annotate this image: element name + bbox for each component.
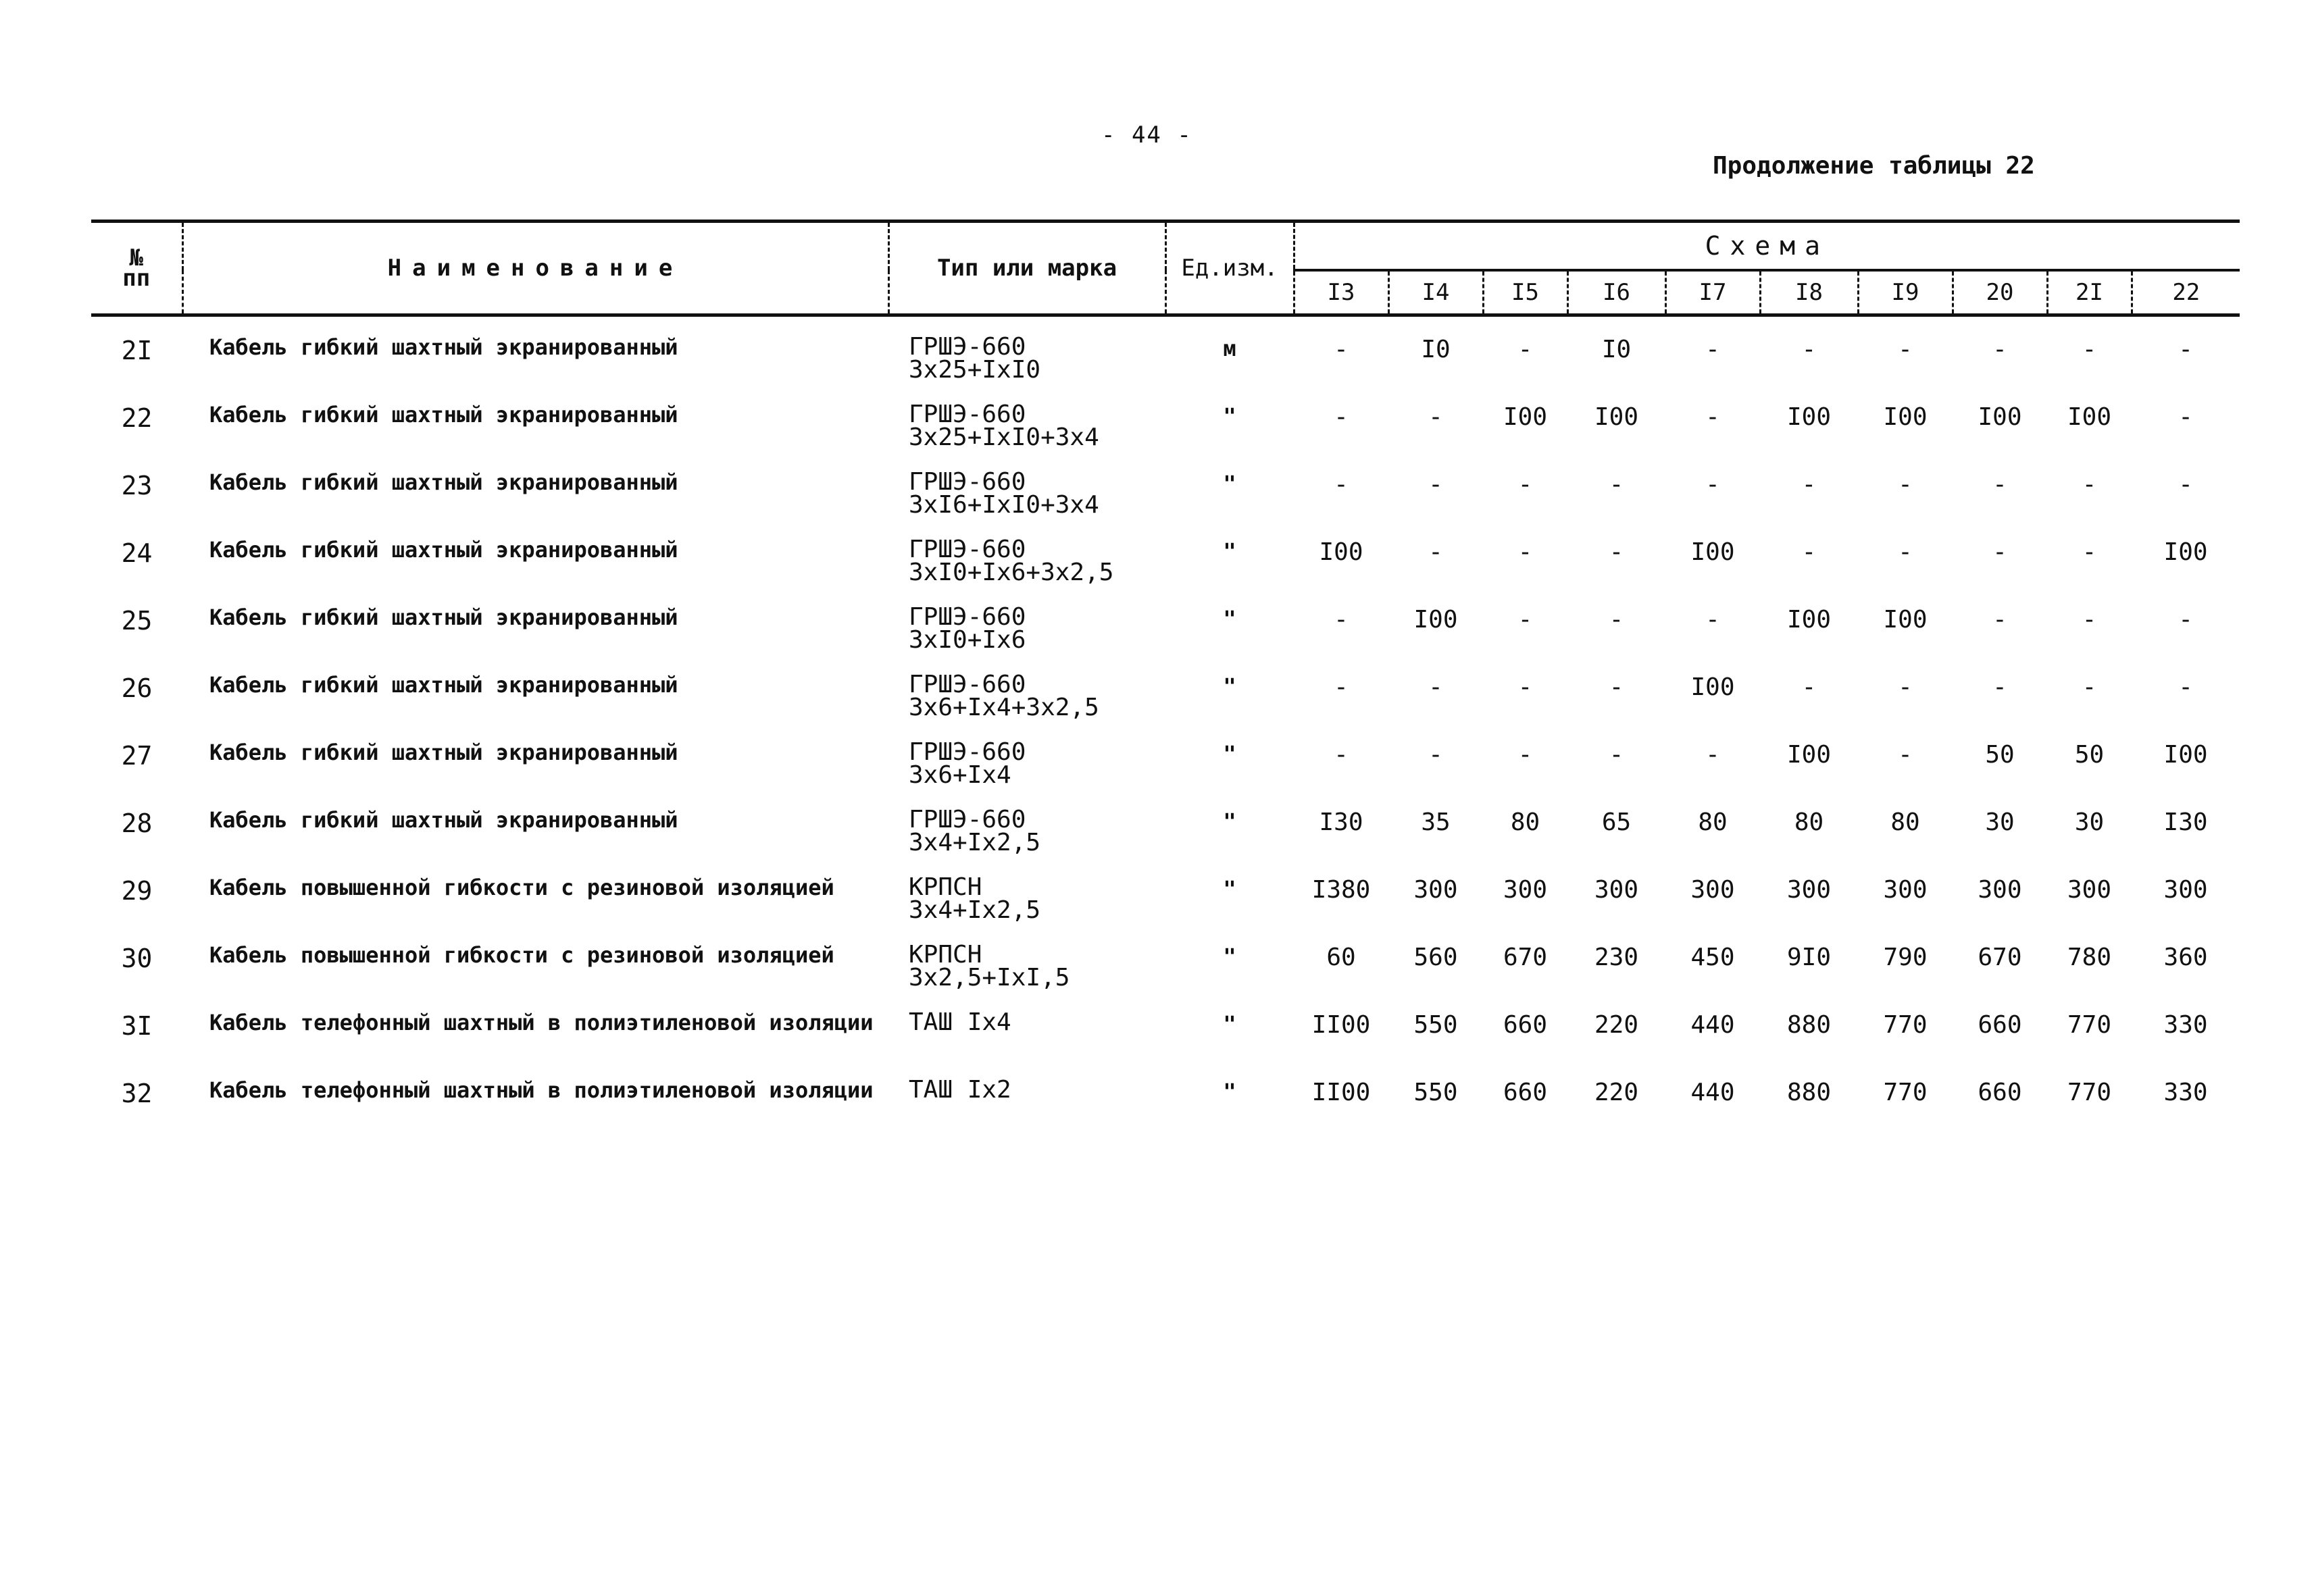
- table-row: [91, 925, 2240, 992]
- row-value: -: [1517, 606, 1533, 634]
- row-value: -: [2178, 606, 2193, 634]
- row-number: 29: [121, 876, 153, 906]
- row-value: -: [1992, 538, 2007, 566]
- row-value: 450: [1690, 944, 1735, 971]
- row-unit: ": [1223, 403, 1236, 429]
- row-number: 22: [121, 403, 153, 433]
- row-value: I0: [1601, 336, 1632, 363]
- row-value: 300: [2067, 876, 2112, 904]
- row-value: -: [1428, 673, 1443, 701]
- row-value: 35: [1421, 808, 1451, 836]
- row-value: -: [1992, 336, 2007, 363]
- row-value: I00: [2067, 403, 2112, 431]
- row-value: 770: [2067, 1079, 2112, 1106]
- row-type: ГРШЭ-660 3x6+Ix4+3x2,5: [909, 671, 1099, 721]
- table-continuation-label: Продолжение таблицы 22: [1713, 152, 2035, 180]
- row-value: 65: [1601, 808, 1632, 836]
- row-value: -: [2178, 673, 2193, 701]
- row-value: -: [1898, 471, 1913, 498]
- row-unit: м: [1223, 336, 1236, 361]
- table-row: [91, 992, 2240, 1060]
- row-value: II00: [1311, 1011, 1371, 1039]
- row-value: I00: [1319, 538, 1363, 566]
- row-value: I00: [1883, 403, 1928, 431]
- row-type: ТАШ Ix4: [909, 1008, 1011, 1036]
- row-number: 25: [121, 606, 153, 636]
- row-value: I00: [1413, 606, 1458, 634]
- header-schema-col: I8: [1760, 270, 1858, 315]
- row-value: I00: [1690, 538, 1735, 566]
- row-number: 24: [121, 538, 153, 568]
- row-name: Кабель телефонный шахтный в полиэтиленовой изоляции: [209, 1010, 874, 1035]
- row-name: Кабель гибкий шахтный экранированный: [209, 402, 678, 428]
- row-number: 23: [121, 471, 153, 500]
- row-value: 440: [1690, 1079, 1735, 1106]
- row-value: 80: [1890, 808, 1920, 836]
- row-value: -: [1898, 336, 1913, 363]
- row-value: 330: [2163, 1011, 2208, 1039]
- row-value: -: [1517, 741, 1533, 769]
- row-name: Кабель гибкий шахтный экранированный: [209, 807, 678, 833]
- row-value: 30: [1985, 808, 2015, 836]
- row-value: -: [1705, 741, 1720, 769]
- row-value: -: [1801, 336, 1817, 363]
- row-value: I00: [1786, 606, 1832, 634]
- header-schema-col: 22: [2132, 270, 2240, 315]
- table-body: [91, 315, 2240, 1128]
- row-number: 27: [121, 741, 153, 771]
- row-value: 550: [1413, 1079, 1458, 1106]
- row-type: ГРШЭ-660 3x25+IxI0: [909, 333, 1041, 384]
- row-unit: ": [1223, 808, 1236, 834]
- row-number: 28: [121, 808, 153, 838]
- row-type: ГРШЭ-660 3x25+IxI0+3x4: [909, 401, 1099, 451]
- row-value: I380: [1311, 876, 1371, 904]
- row-value: 80: [1698, 808, 1728, 836]
- header-num: № пп: [91, 222, 182, 315]
- row-value: 60: [1326, 944, 1356, 971]
- row-type: ГРШЭ-660 3xI6+IxI0+3x4: [909, 468, 1099, 519]
- row-value: -: [1517, 673, 1533, 701]
- row-value: -: [1801, 673, 1817, 701]
- row-value: -: [1428, 741, 1443, 769]
- row-type: КРПСН 3x4+Ix2,5: [909, 873, 1041, 924]
- row-value: -: [1609, 471, 1624, 498]
- header-schema-col: I5: [1483, 270, 1567, 315]
- row-value: II00: [1311, 1079, 1371, 1106]
- row-value: I00: [2163, 741, 2208, 769]
- row-type: КРПСН 3x2,5+IxI,5: [909, 941, 1070, 992]
- row-value: I0: [1421, 336, 1451, 363]
- row-value: 300: [1883, 876, 1928, 904]
- table-row: [91, 587, 2240, 654]
- table-row: [91, 722, 2240, 790]
- row-value: I00: [1503, 403, 1548, 431]
- data-table-container: [91, 220, 2240, 1127]
- row-value: 300: [1594, 876, 1639, 904]
- row-unit: ": [1223, 538, 1236, 564]
- header-schema: Схема: [1294, 222, 2240, 271]
- row-value: -: [1428, 403, 1443, 431]
- row-value: I00: [1883, 606, 1928, 634]
- row-name: Кабель телефонный шахтный в полиэтиленовой изоляции: [209, 1077, 874, 1103]
- row-name: Кабель гибкий шахтный экранированный: [209, 740, 678, 765]
- row-value: I00: [1786, 741, 1832, 769]
- row-name: Кабель гибкий шахтный экранированный: [209, 672, 678, 698]
- row-value: -: [1801, 471, 1817, 498]
- row-value: -: [1898, 538, 1913, 566]
- header-schema-col: I9: [1858, 270, 1953, 315]
- row-value: 660: [1503, 1011, 1548, 1039]
- row-value: 670: [1503, 944, 1548, 971]
- row-name: Кабель гибкий шахтный экранированный: [209, 469, 678, 495]
- row-value: -: [1334, 606, 1349, 634]
- row-value: -: [2082, 538, 2097, 566]
- row-value: 550: [1413, 1011, 1458, 1039]
- row-value: 220: [1594, 1011, 1639, 1039]
- data-table: [91, 220, 2240, 1127]
- row-value: -: [1334, 403, 1349, 431]
- row-type: ТАШ Ix2: [909, 1076, 1011, 1104]
- row-value: 880: [1786, 1011, 1832, 1039]
- row-value: -: [2082, 471, 2097, 498]
- row-value: -: [1517, 538, 1533, 566]
- row-unit: ": [1223, 1011, 1236, 1037]
- header-schema-col: I7: [1665, 270, 1760, 315]
- row-value: -: [1517, 471, 1533, 498]
- row-value: -: [1705, 471, 1720, 498]
- row-type: ГРШЭ-660 3xI0+Ix6+3x2,5: [909, 536, 1114, 586]
- header-schema-col: I3: [1294, 270, 1388, 315]
- row-unit: ": [1223, 606, 1236, 632]
- row-unit: ": [1223, 876, 1236, 902]
- row-value: -: [1334, 741, 1349, 769]
- row-value: -: [1428, 538, 1443, 566]
- row-value: -: [1992, 673, 2007, 701]
- row-value: 80: [1510, 808, 1540, 836]
- row-value: -: [2178, 471, 2193, 498]
- row-value: 780: [2067, 944, 2112, 971]
- row-value: 300: [1690, 876, 1735, 904]
- row-value: 770: [1883, 1011, 1928, 1039]
- header-unit: Ед.изм.: [1165, 222, 1294, 315]
- row-name: Кабель повышенной гибкости с резиновой изоляцией: [209, 875, 834, 900]
- row-value: -: [1609, 673, 1624, 701]
- row-value: 770: [2067, 1011, 2112, 1039]
- row-value: -: [1992, 471, 2007, 498]
- page-number: - 44 -: [1101, 122, 1192, 149]
- row-value: 670: [1978, 944, 2022, 971]
- row-value: I30: [2163, 808, 2208, 836]
- row-type: ГРШЭ-660 3x6+Ix4: [909, 738, 1026, 789]
- row-value: 80: [1794, 808, 1824, 836]
- row-number: 2I: [121, 336, 153, 365]
- row-value: -: [1898, 673, 1913, 701]
- header-schema-col: I6: [1567, 270, 1665, 315]
- row-value: 560: [1413, 944, 1458, 971]
- row-value: -: [2082, 606, 2097, 634]
- row-value: 660: [1978, 1079, 2022, 1106]
- header-schema-col: I4: [1388, 270, 1483, 315]
- row-value: -: [1334, 471, 1349, 498]
- header-type: Тип или марка: [888, 222, 1165, 315]
- row-value: 9I0: [1786, 944, 1832, 971]
- row-name: Кабель гибкий шахтный экранированный: [209, 537, 678, 563]
- row-value: I00: [1690, 673, 1735, 701]
- row-value: 220: [1594, 1079, 1639, 1106]
- table-row: [91, 654, 2240, 722]
- row-value: 440: [1690, 1011, 1735, 1039]
- row-value: -: [1334, 673, 1349, 701]
- row-value: -: [1517, 336, 1533, 363]
- row-value: 230: [1594, 944, 1639, 971]
- row-value: -: [1334, 336, 1349, 363]
- table-row: [91, 315, 2240, 385]
- row-value: I00: [1594, 403, 1639, 431]
- row-value: 300: [1413, 876, 1458, 904]
- row-value: 50: [1985, 741, 2015, 769]
- row-value: -: [2178, 336, 2193, 363]
- row-number: 3I: [121, 1011, 153, 1041]
- row-type: ГРШЭ-660 3x4+Ix2,5: [909, 806, 1041, 856]
- row-value: -: [1898, 741, 1913, 769]
- row-value: 660: [1978, 1011, 2022, 1039]
- row-value: -: [1609, 606, 1624, 634]
- row-value: 790: [1883, 944, 1928, 971]
- row-value: -: [1609, 741, 1624, 769]
- row-number: 30: [121, 944, 153, 973]
- row-unit: ": [1223, 471, 1236, 496]
- row-name: Кабель гибкий шахтный экранированный: [209, 604, 678, 630]
- row-value: -: [1992, 606, 2007, 634]
- row-value: -: [1705, 336, 1720, 363]
- row-value: 880: [1786, 1079, 1832, 1106]
- row-unit: ": [1223, 673, 1236, 699]
- row-name: Кабель повышенной гибкости с резиновой изоляцией: [209, 942, 834, 968]
- row-value: 50: [2074, 741, 2105, 769]
- row-unit: ": [1223, 741, 1236, 767]
- row-value: -: [1609, 538, 1624, 566]
- row-number: 32: [121, 1079, 153, 1108]
- row-value: -: [1705, 606, 1720, 634]
- row-value: 300: [1978, 876, 2022, 904]
- row-number: 26: [121, 673, 153, 703]
- row-value: I00: [2163, 538, 2208, 566]
- table-row: [91, 384, 2240, 452]
- row-value: 300: [1786, 876, 1832, 904]
- row-value: -: [1428, 471, 1443, 498]
- row-value: 330: [2163, 1079, 2208, 1106]
- row-value: I00: [1978, 403, 2022, 431]
- table-row: [91, 857, 2240, 925]
- row-value: I00: [1786, 403, 1832, 431]
- row-unit: ": [1223, 944, 1236, 969]
- row-type: ГРШЭ-660 3xI0+Ix6: [909, 603, 1026, 654]
- row-value: -: [1705, 403, 1720, 431]
- row-value: 660: [1503, 1079, 1548, 1106]
- row-value: 770: [1883, 1079, 1928, 1106]
- row-name: Кабель гибкий шахтный экранированный: [209, 334, 678, 360]
- row-value: 360: [2163, 944, 2208, 971]
- row-value: -: [2082, 673, 2097, 701]
- row-value: 300: [1503, 876, 1548, 904]
- row-value: 300: [2163, 876, 2208, 904]
- row-value: -: [2178, 403, 2193, 431]
- table-row: [91, 1060, 2240, 1127]
- header-schema-col: 20: [1953, 270, 2047, 315]
- header-schema-col: 2I: [2047, 270, 2132, 315]
- table-row: [91, 519, 2240, 587]
- row-value: -: [2082, 336, 2097, 363]
- table-row: [91, 452, 2240, 519]
- table-row: [91, 790, 2240, 857]
- table-header: [91, 222, 2240, 315]
- header-name: Наименование: [182, 222, 888, 315]
- row-value: 30: [2074, 808, 2105, 836]
- row-value: I30: [1319, 808, 1363, 836]
- row-unit: ": [1223, 1079, 1236, 1104]
- row-value: -: [1801, 538, 1817, 566]
